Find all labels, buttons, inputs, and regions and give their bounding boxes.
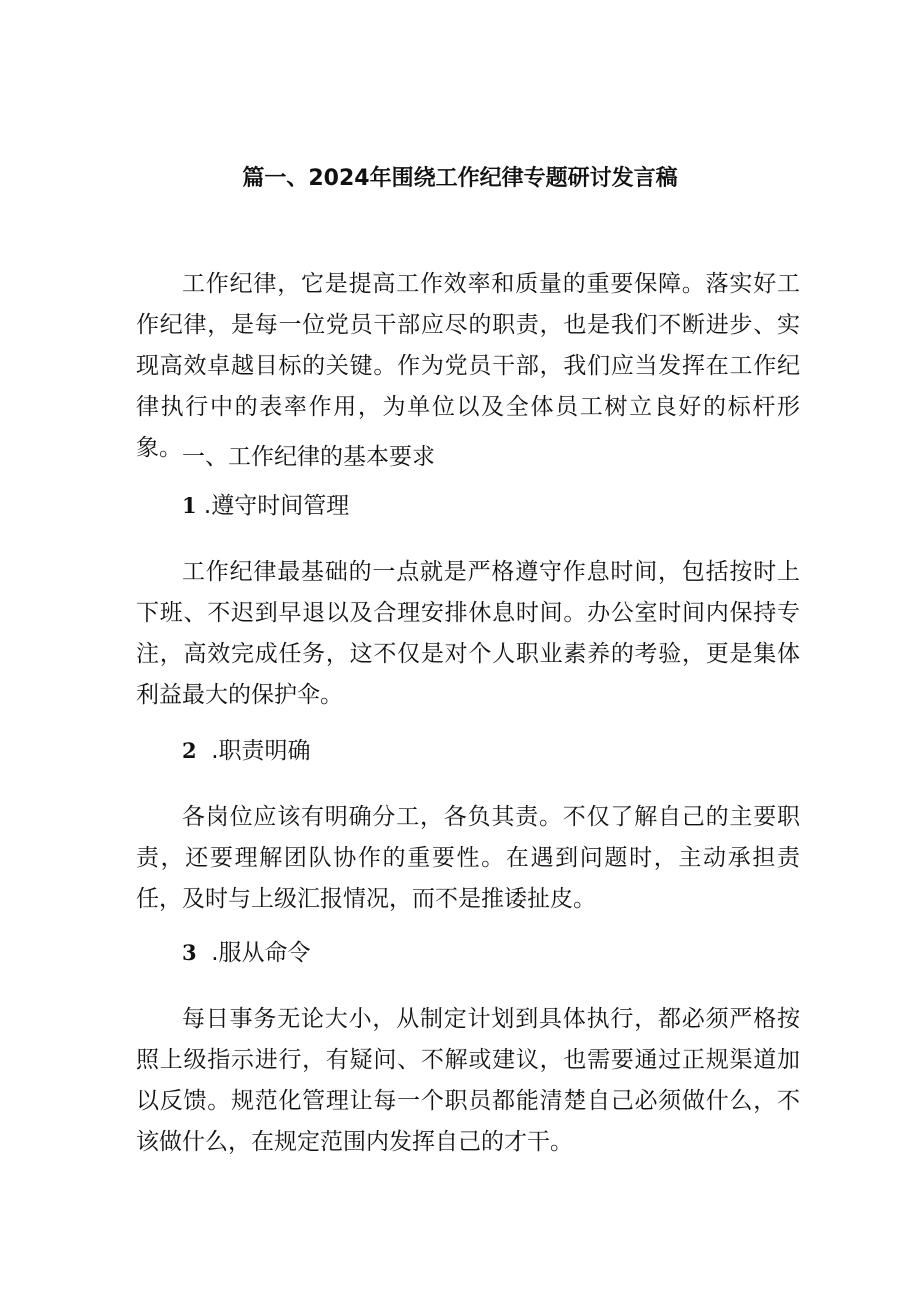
item-body-1: 工作纪律最基础的一点就是严格遵守作息时间，包括按时上下班、不迟到早退以及合理安排休息时间。办公室时间内保持专注，高效完成任务，这不仅是对个人职业素养的考验，更是集体利益最大的保护伞。 [136,559,800,708]
item-heading-text: .遵守时间管理 [196,493,350,519]
item-body-3: 每日事务无论大小，从制定计划到具体执行，都必须严格按照上级指示进行，有疑问、不解或建议，也需要通过正规渠道加以反馈。规范化管理让每一个职员都能清楚自己必须做什么，不该做什么，在规定范围内发挥自己的才干。 [136,1006,800,1155]
item-heading-text: .职责明确 [196,738,311,764]
item-heading-text: .服从命令 [196,940,311,966]
item-heading-2 [182,735,311,767]
intro-paragraph: 工作纪律，它是提高工作效率和质量的重要保障。落实好工作纪律，是每一位党员干部应尽的职责，也是我们不断进步、实现高效卓越目标的关键。作为党员干部，我们应当发挥在工作纪律执行中的表率作用，为单位以及全体员工树立良好的标杆形象。 [136,271,800,461]
item-number: 2 [182,738,197,763]
document-title: 篇一、2024年围绕工作纪律专题研讨发言稿 [242,166,678,191]
item-number: 3 [182,940,197,965]
item-body-2: 各岗位应该有明确分工，各负其责。不仅了解自己的主要职责，还要理解团队协作的重要性。在遇到问题时，主动承担责任，及时与上级汇报情况，而不是推诿扯皮。 [136,804,800,912]
item-heading-3 [182,937,311,969]
section-heading: 一、工作纪律的基本要求 [182,444,435,470]
item-number: 1 [182,493,197,518]
item-heading-1 [182,490,349,522]
